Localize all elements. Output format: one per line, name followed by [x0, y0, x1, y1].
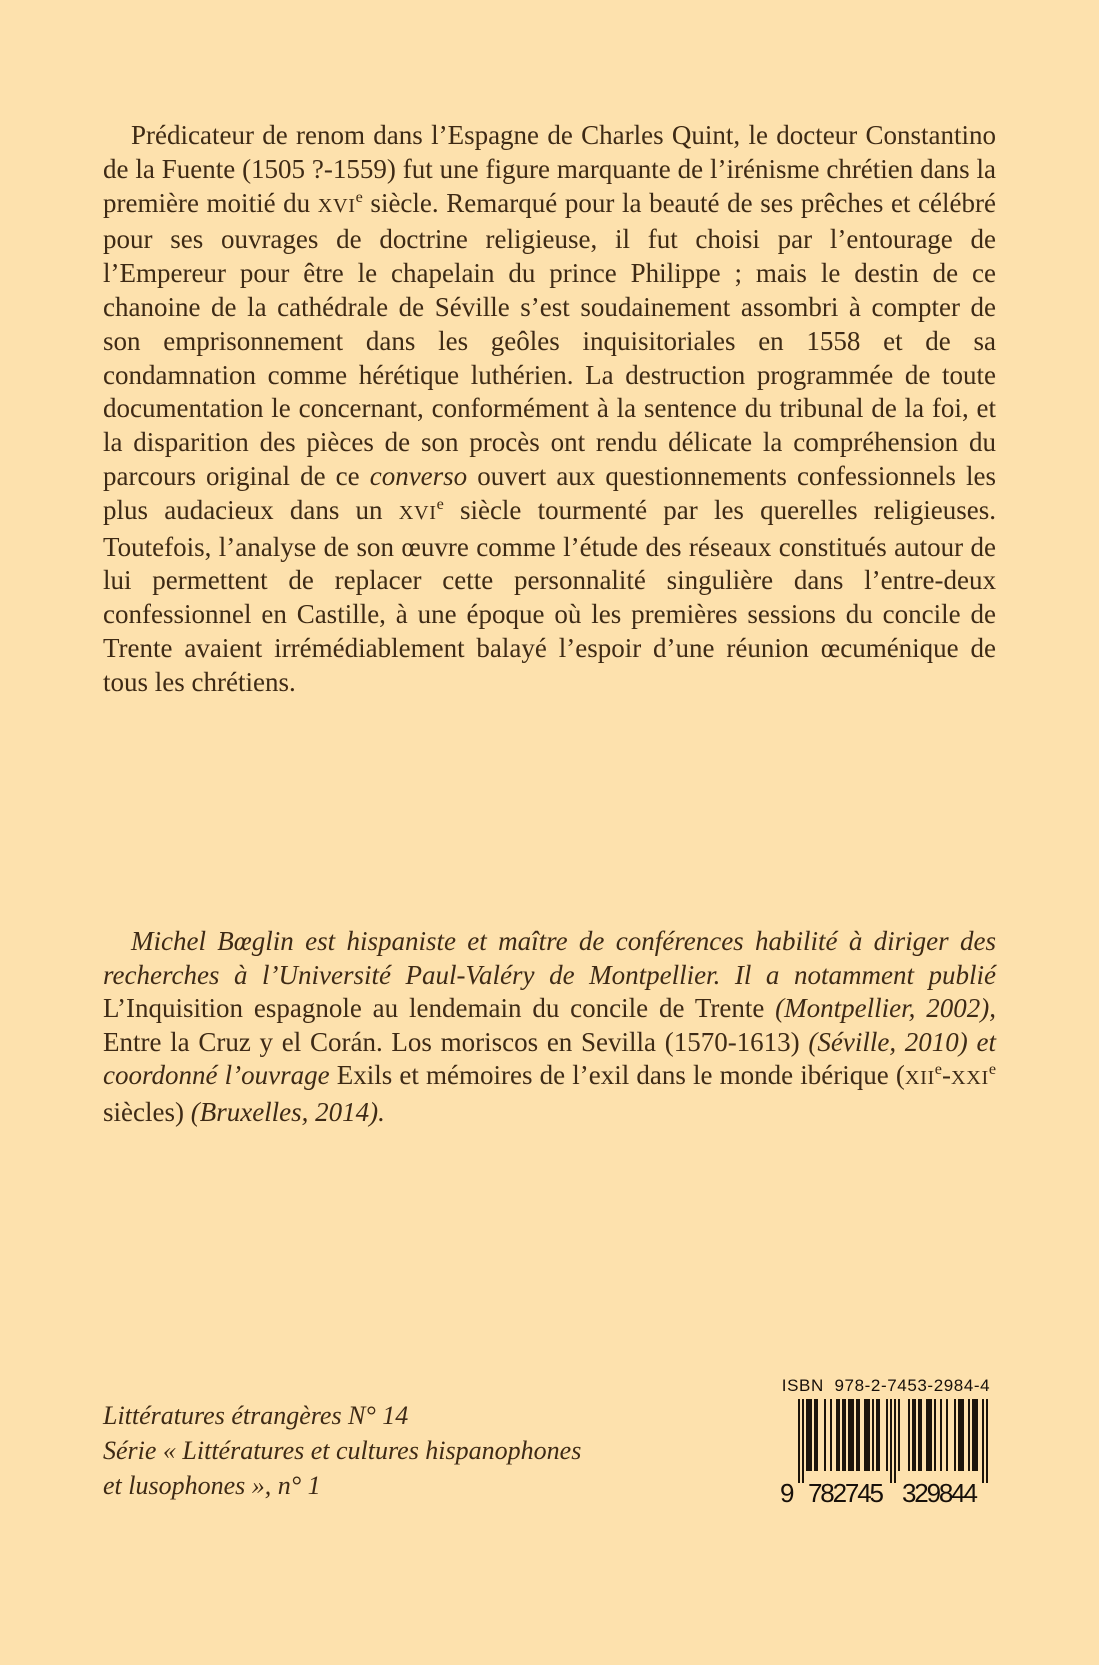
series-line-collection: Littératures étrangères N° 14 — [103, 1401, 409, 1430]
series-line-number: et lusophones », n° 1 — [103, 1471, 321, 1500]
synopsis-paragraph: Prédicateur de renom dans l’Espagne de Charles Quint, le docteur Constantino de la Fuente (1505 ?-1559) fut une figure marquante de l’irénisme chrétien dans la première moitié du XVIe siècle. Remarqué pour la beauté de ses prêches et célébré pour ses ouvrages de doctrine religieuse, il fut choisi par l’entourage de l’Empereur pour être le chapelain du prince Philippe ; mais le destin de ce chanoine de la cathédrale de Séville s’est soudainement assombri à compter de son emprisonnement dans les geôles inquisitoriales en 1558 et de sa condamnation comme hérétique luthérien. La destruction programmée de toute documentation le concernant, conformément à la sentence du tribunal de la foi, et la disparition des pièces de son procès ont rendu délicate la compréhension du parcours original de ce converso ouvert aux questionnements confessionnels les plus audacieux dans un XVIe siècle tourmenté par les querelles religieuses. Toutefois, l’analyse de son œuvre comme l’étude des réseaux constitués autour de lui permettent de replacer cette personnalité singulière dans l’entre-deux confessionnel en Castille, à une époque où les premières sessions du concile de Trente avaient irrémédiablement balayé l’espoir d’une réunion œcuménique de tous les chrétiens. — [103, 120, 996, 697]
series-line-serie: Série « Littératures et cultures hispanophones — [103, 1436, 582, 1465]
svg-text:329844: 329844 — [902, 1478, 978, 1505]
svg-text:782745: 782745 — [808, 1478, 884, 1505]
ean13-barcode — [778, 1399, 994, 1505]
isbn-barcode-block — [772, 1376, 1000, 1505]
author-bio-paragraph: Michel Bœglin est hispaniste et maître de conférences habilité à diriger des recherches à l’Université Paul-Valéry de Montpellier. Il a notamment publié L’Inquisition espagnole au lendemain du concile de Trente (Montpellier, 2002), Entre la Cruz y el Corán. Los moriscos en Sevilla (1570-1613) (Séville, 2010) et coordonné l’ouvrage Exils et mémoires de l’exil dans le monde ibérique (XIIe-XXIe siècles) (Bruxelles, 2014). — [103, 926, 996, 1127]
svg-text:9: 9 — [780, 1478, 795, 1505]
series-info — [103, 1398, 703, 1503]
isbn-label: ISBN 978-2-7453-2984-4 — [781, 1376, 991, 1395]
